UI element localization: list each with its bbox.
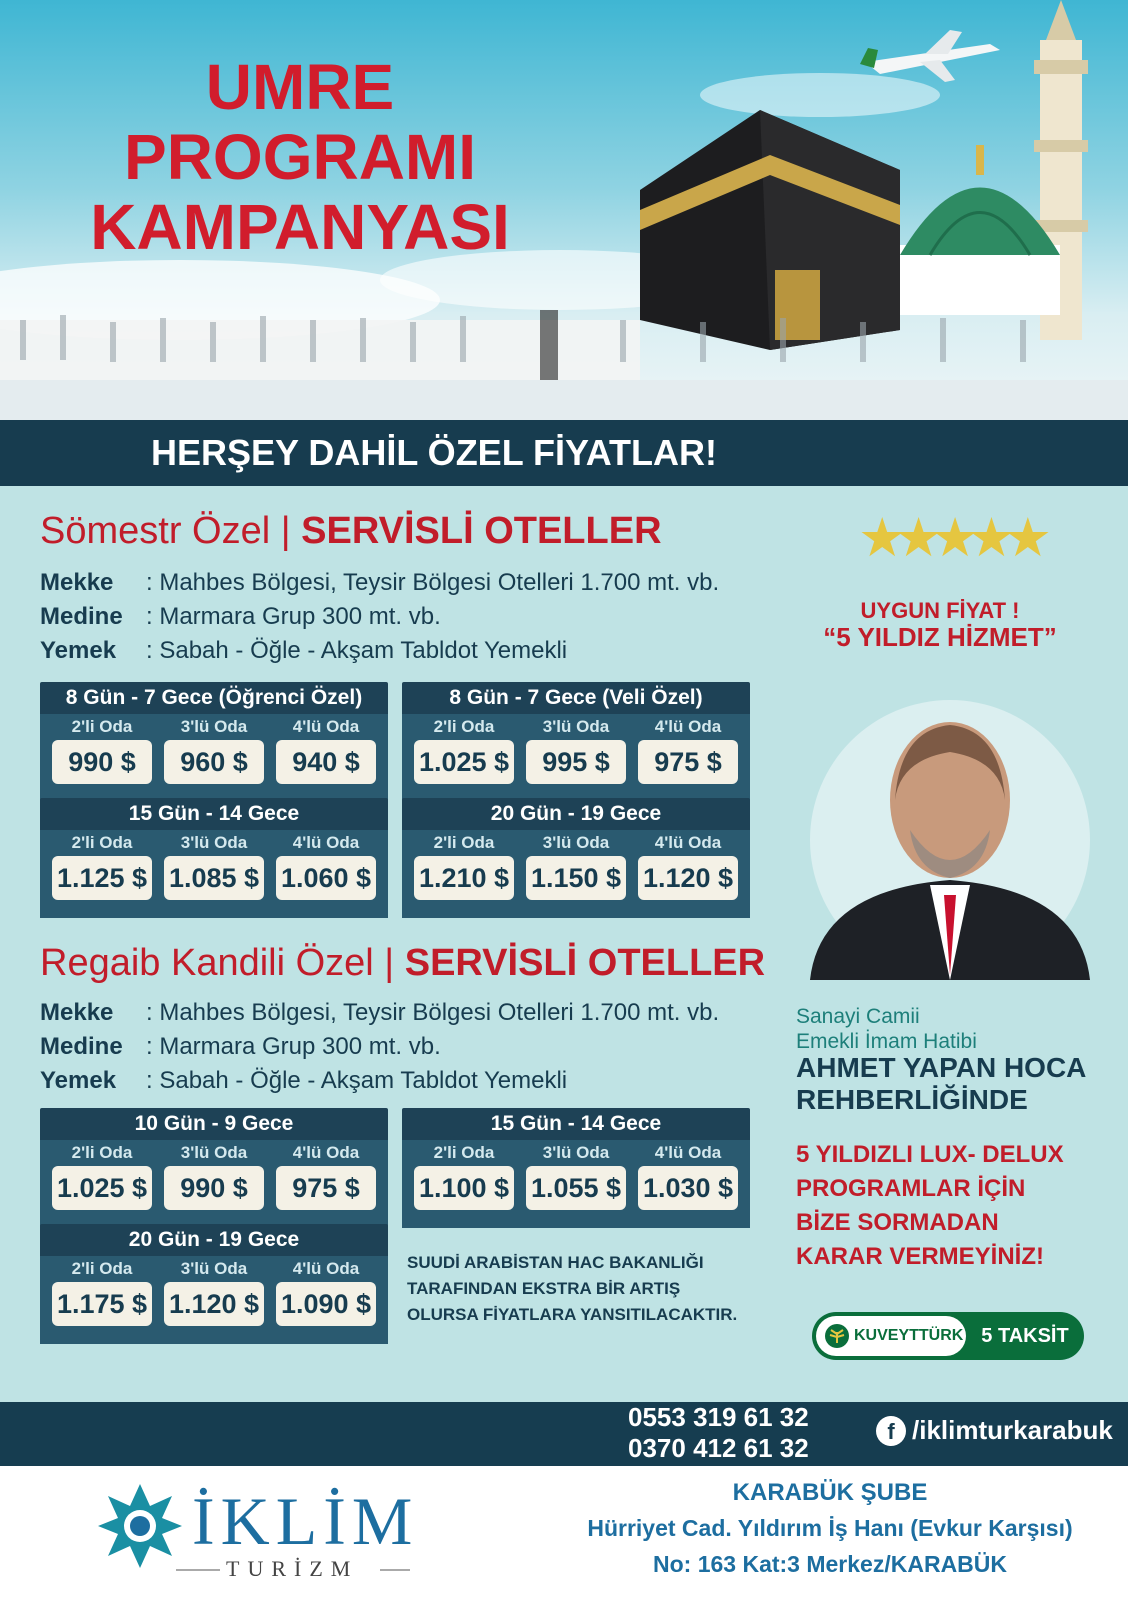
room-price-grid — [402, 714, 750, 802]
room-price-cell — [276, 1140, 376, 1228]
slogan-service: “5 YILDIZ HİZMET” — [823, 622, 1057, 652]
title-line-2: PROGRAMI — [124, 121, 476, 193]
room-price: 975 $ — [276, 1166, 376, 1210]
room-price-cell — [638, 1140, 738, 1228]
room-price-grid — [402, 1140, 750, 1228]
price-box — [402, 682, 750, 802]
branch-name: KARABÜK ŞUBE — [732, 1479, 928, 1506]
room-price-cell — [638, 714, 738, 802]
room-price: 940 $ — [276, 740, 376, 784]
room-price-cell — [52, 1140, 152, 1228]
room-price-cell — [414, 1140, 514, 1228]
phone-numbers — [628, 1402, 809, 1464]
hoca-title-line-1: Sanayi Camii — [796, 1005, 920, 1028]
room-price: 975 $ — [638, 740, 738, 784]
room-type-label: 3'lü Oda — [542, 833, 610, 852]
hero-image — [0, 0, 1128, 420]
room-price: 1.120 $ — [638, 856, 738, 900]
mekke-label: Mekke — [40, 999, 114, 1026]
room-price: 1.085 $ — [164, 856, 264, 900]
room-price-cell — [414, 714, 514, 802]
facebook-link[interactable] — [876, 1415, 1113, 1446]
yemek-label: Yemek — [40, 1067, 117, 1094]
room-price: 1.125 $ — [52, 856, 152, 900]
price-box — [402, 1108, 750, 1228]
room-price: 1.150 $ — [526, 856, 626, 900]
room-price: 990 $ — [52, 740, 152, 784]
section2-title-light: Regaib Kandili Özel | — [40, 942, 405, 984]
room-type-label: 3'lü Oda — [180, 717, 248, 736]
medine-label: Medine — [40, 1033, 123, 1060]
mekke-value: : Mahbes Bölgesi, Teysir Bölgesi Otelleri 1.700 mt. vb. — [146, 569, 720, 596]
five-stars-icon: ★★★★★ — [858, 506, 1041, 569]
room-type-label: 3'lü Oda — [180, 1143, 248, 1162]
bank-installment-badge — [812, 1312, 1084, 1360]
room-price-cell — [526, 714, 626, 802]
ornament-icon — [98, 1484, 182, 1568]
hoca-photo — [800, 690, 1100, 980]
slogan-price: UYGUN FİYAT ! — [860, 598, 1020, 623]
lux-line-2: PROGRAMLAR İÇİN — [796, 1175, 1026, 1202]
room-price: 1.175 $ — [52, 1282, 152, 1326]
room-price: 1.025 $ — [52, 1166, 152, 1210]
banner-text: HERŞEY DAHİL ÖZEL FİYATLAR! — [150, 432, 718, 473]
room-price: 1.210 $ — [414, 856, 514, 900]
yemek-value: : Sabah - Öğle - Akşam Tabldot Yemekli — [146, 1067, 568, 1094]
room-price-cell — [52, 714, 152, 802]
facebook-handle: /iklimturkarabuk — [912, 1415, 1113, 1445]
room-price: 1.120 $ — [164, 1282, 264, 1326]
room-type-label: 2'li Oda — [71, 1143, 133, 1162]
room-type-label: 4'lü Oda — [654, 833, 722, 852]
room-price: 1.090 $ — [276, 1282, 376, 1326]
medine-value: : Marmara Grup 300 mt. vb. — [146, 603, 441, 630]
room-price-cell — [52, 1256, 152, 1344]
hoca-title-line-2: Emekli İmam Hatibi — [796, 1030, 977, 1053]
room-type-label: 4'lü Oda — [292, 1143, 360, 1162]
mekke-value: : Mahbes Bölgesi, Teysir Bölgesi Otelleri 1.700 mt. vb. — [146, 999, 720, 1026]
package-title: 8 Gün - 7 Gece (Veli Özel) — [449, 686, 703, 709]
package-title: 8 Gün - 7 Gece (Öğrenci Özel) — [65, 686, 363, 709]
room-type-label: 2'li Oda — [433, 717, 495, 736]
headline-banner — [0, 420, 1128, 486]
room-price-cell — [276, 1256, 376, 1344]
bank-name — [816, 1316, 966, 1356]
green-dome-icon — [900, 145, 1060, 315]
room-price: 1.025 $ — [414, 740, 514, 784]
package-title: 15 Gün - 14 Gece — [490, 1112, 662, 1135]
room-price: 995 $ — [526, 740, 626, 784]
room-price: 1.055 $ — [526, 1166, 626, 1210]
room-price: 1.100 $ — [414, 1166, 514, 1210]
lux-line-4: KARAR VERMEYİNİZ! — [796, 1243, 1045, 1270]
room-type-label: 2'li Oda — [71, 1259, 133, 1278]
section2-title — [40, 942, 765, 985]
room-price: 960 $ — [164, 740, 264, 784]
branch-address — [560, 1510, 1100, 1582]
room-price-grid — [40, 830, 388, 918]
section1-info — [40, 566, 719, 668]
section2-info — [40, 996, 719, 1098]
room-type-label: 4'lü Oda — [292, 717, 360, 736]
room-price-cell — [164, 1256, 264, 1344]
room-price-cell — [52, 830, 152, 918]
room-price: 1.030 $ — [638, 1166, 738, 1210]
room-price-cell — [526, 830, 626, 918]
yemek-value: : Sabah - Öğle - Akşam Tabldot Yemekli — [146, 637, 568, 664]
lux-line-1: 5 YILDIZLI LUX- DELUX — [796, 1141, 1064, 1168]
logo-subtext: TURİZM — [226, 1556, 359, 1581]
installment-text: 5 TAKSİT — [981, 1324, 1069, 1347]
room-type-label: 3'lü Oda — [180, 1259, 248, 1278]
room-price: 990 $ — [164, 1166, 264, 1210]
room-type-label: 3'lü Oda — [180, 833, 248, 852]
room-price-cell — [276, 714, 376, 802]
hoca-name-line-2: REHBERLİĞİNDE — [796, 1084, 1028, 1115]
logo-text: İKLİM — [192, 1483, 419, 1559]
package-title: 10 Gün - 9 Gece — [134, 1112, 294, 1135]
page-title — [70, 52, 530, 262]
room-price-cell — [164, 830, 264, 918]
airplane-icon — [860, 30, 1000, 82]
room-price-grid — [40, 714, 388, 802]
medine-label: Medine — [40, 603, 123, 630]
kaaba-icon — [640, 110, 900, 350]
palm-leaf-icon — [824, 1323, 850, 1349]
address-line-1: Hürriyet Cad. Yıldırım İş Hanı (Evkur Karşısı) — [587, 1515, 1073, 1541]
room-price-cell — [414, 830, 514, 918]
room-type-label: 2'li Oda — [71, 717, 133, 736]
hoca-name — [796, 1052, 1086, 1116]
room-price-grid — [40, 1140, 388, 1228]
room-price-grid — [40, 1256, 388, 1344]
medine-value: : Marmara Grup 300 mt. vb. — [146, 1033, 441, 1060]
room-type-label: 4'lü Oda — [292, 1259, 360, 1278]
room-type-label: 2'li Oda — [433, 1143, 495, 1162]
room-price-cell — [638, 830, 738, 918]
room-price-cell — [164, 1140, 264, 1228]
room-price-cell — [164, 714, 264, 802]
bank-name-text: KUVEYTTÜRK — [854, 1327, 964, 1344]
price-box — [40, 798, 388, 918]
section1-title — [40, 510, 662, 553]
room-type-label: 4'lü Oda — [654, 1143, 722, 1162]
room-price-cell — [276, 830, 376, 918]
room-type-label: 2'li Oda — [71, 833, 133, 852]
room-price-cell — [526, 1140, 626, 1228]
address-line-2: No: 163 Kat:3 Merkez/KARABÜK — [652, 1551, 1008, 1577]
room-type-label: 3'lü Oda — [542, 717, 610, 736]
room-price: 1.060 $ — [276, 856, 376, 900]
phone-2[interactable]: 0370 412 61 32 — [628, 1433, 809, 1463]
section2-title-bold: SERVİSLİ OTELLER — [404, 942, 766, 984]
package-title: 20 Gün - 19 Gece — [490, 802, 662, 825]
price-note: SUUDİ ARABİSTAN HAC BAKANLIĞI TARAFINDAN EKSTRA BİR ARTIŞ OLURSA FİYATLARA YANSITILACAKTIR. — [407, 1253, 738, 1324]
section1-title-bold: SERVİSLİ OTELLER — [301, 510, 662, 552]
company-logo — [90, 1470, 420, 1590]
mekke-label: Mekke — [40, 569, 114, 596]
hoca-title — [796, 1004, 977, 1054]
room-type-label: 3'lü Oda — [542, 1143, 610, 1162]
price-box — [40, 682, 388, 802]
room-price-grid — [402, 830, 750, 918]
title-line-1: UMRE — [205, 51, 395, 123]
hoca-name-line-1: AHMET YAPAN HOCA — [796, 1052, 1087, 1083]
phone-1[interactable]: 0553 319 61 32 — [628, 1402, 809, 1432]
room-type-label: 4'lü Oda — [654, 717, 722, 736]
lux-program-note — [796, 1138, 1064, 1274]
facebook-icon: f — [876, 1416, 906, 1446]
lux-line-3: BİZE SORMADAN — [796, 1209, 999, 1236]
price-box — [40, 1224, 388, 1344]
package-title: 15 Gün - 14 Gece — [128, 802, 300, 825]
package-title: 20 Gün - 19 Gece — [128, 1228, 300, 1251]
room-type-label: 4'lü Oda — [292, 833, 360, 852]
yemek-label: Yemek — [40, 637, 117, 664]
room-type-label: 2'li Oda — [433, 833, 495, 852]
section1-title-light: Sömestr Özel | — [40, 510, 302, 552]
title-line-3: KAMPANYASI — [90, 191, 510, 263]
price-box — [40, 1108, 388, 1228]
price-box — [402, 798, 750, 918]
